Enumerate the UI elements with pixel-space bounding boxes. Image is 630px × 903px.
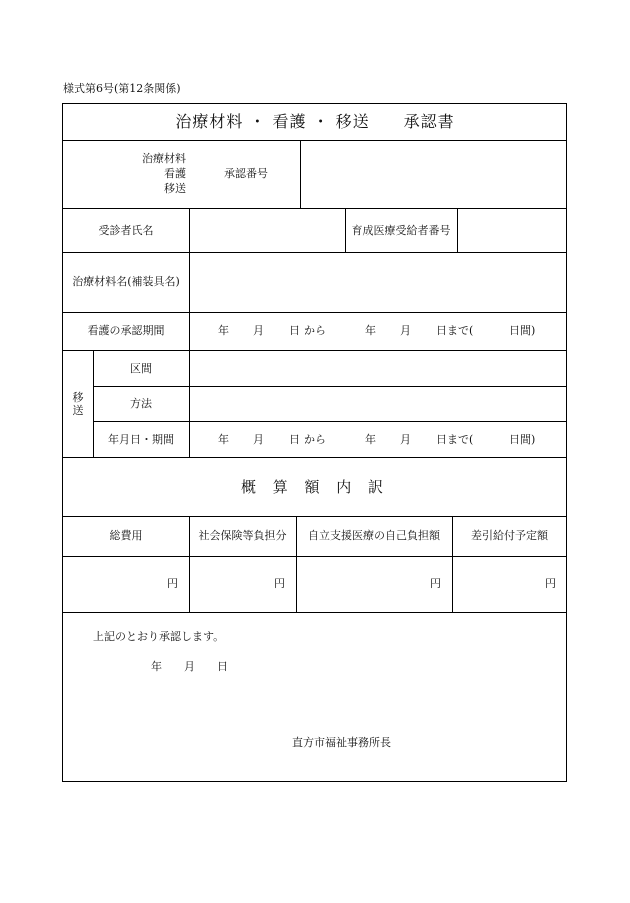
transport-date-label: 年月日・期間	[108, 433, 174, 446]
divider	[63, 516, 567, 517]
form-number: 様式第6号(第12条関係)	[63, 82, 181, 95]
form-title: 治療材料 ・ 看護 ・ 移送 承認書	[175, 112, 455, 131]
divider	[93, 421, 567, 422]
approval-number-label: 承認番号	[224, 167, 268, 180]
divider	[63, 612, 567, 613]
approval-statement: 上記のとおり承認します。	[93, 630, 225, 643]
patient-name-field[interactable]	[190, 209, 345, 252]
selfpay-field[interactable]	[297, 557, 452, 612]
material-name-field[interactable]	[190, 253, 567, 312]
transport-from-month: 月	[253, 433, 264, 446]
total-cost-label: 総費用	[109, 529, 143, 542]
transport-to-month: 月	[400, 433, 411, 446]
category-nursing: 看護	[164, 167, 186, 180]
nursing-to-year: 年	[365, 324, 376, 337]
transport-method-label: 方法	[130, 397, 152, 410]
transport-days: 日間)	[509, 433, 536, 446]
approval-number-field[interactable]	[301, 141, 567, 208]
transport-label: 移送	[72, 391, 84, 417]
nursing-from-year: 年	[218, 324, 229, 337]
transport-kara: から	[304, 433, 326, 446]
category-material: 治療材料	[142, 152, 186, 165]
category-transport: 移送	[164, 182, 186, 195]
transport-to-day: 日まで(	[436, 433, 474, 446]
ikusei-number-label: 育成医療受給者番号	[351, 224, 451, 237]
ikusei-number-field[interactable]	[458, 209, 567, 252]
nursing-period-label: 看護の承認期間	[87, 324, 165, 337]
selfpay-yen: 円	[430, 577, 441, 590]
transport-from-year: 年	[218, 433, 229, 446]
signatory: 直方市福祉事務所長	[292, 736, 391, 749]
nursing-from-day: 日	[289, 324, 300, 337]
nursing-kara: から	[304, 324, 326, 337]
material-name-label: 治療材料名(補装具名)	[72, 275, 180, 288]
nursing-from-month: 月	[253, 324, 264, 337]
transport-section-label: 区間	[130, 362, 152, 375]
breakdown-title: 概 算 額 内 訳	[240, 478, 390, 496]
nursing-days: 日間)	[509, 324, 536, 337]
transport-method-field[interactable]	[190, 387, 567, 421]
divider	[63, 312, 567, 313]
insurance-yen: 円	[274, 577, 285, 590]
insurance-label: 社会保険等負担分	[198, 529, 287, 542]
transport-section-field[interactable]	[190, 351, 567, 386]
selfpay-label: 自立支援医療の自己負担額	[308, 529, 440, 542]
payment-yen: 円	[545, 577, 556, 590]
total-cost-yen: 円	[167, 577, 178, 590]
transport-to-year: 年	[365, 433, 376, 446]
patient-name-label: 受診者氏名	[98, 224, 154, 237]
nursing-to-day: 日まで(	[436, 324, 474, 337]
payment-label: 差引給付予定額	[471, 529, 548, 542]
transport-from-day: 日	[289, 433, 300, 446]
approval-date: 年 月 日	[151, 660, 228, 673]
nursing-to-month: 月	[400, 324, 411, 337]
divider	[63, 457, 567, 458]
approval-form	[62, 103, 567, 782]
